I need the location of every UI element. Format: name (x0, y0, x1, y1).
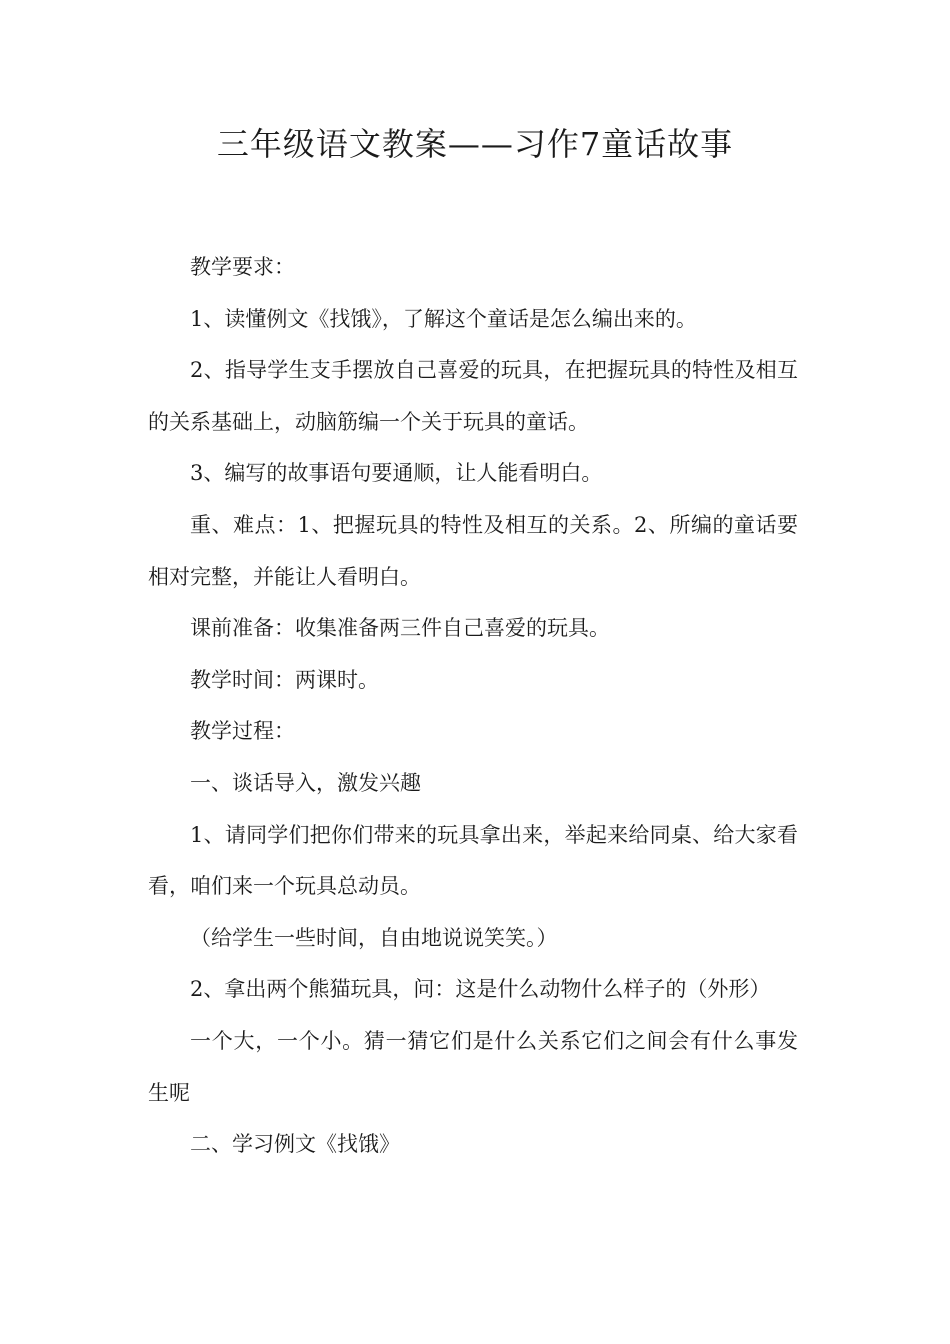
document-title: 三年级语文教案——习作7童话故事 (216, 125, 734, 163)
paragraph-section-1-heading: 一、谈话导入，激发兴趣 (190, 770, 421, 795)
paragraph-requirement-2: 2、指导学生支手摆放自己喜爱的玩具，在把握玩具的特性及相互的关系基础上，动脑筋编一个关于玩具的童话。 (148, 358, 798, 434)
document-body (148, 242, 798, 1171)
paragraph-requirement-3: 3、编写的故事语句要通顺，让人能看明白。 (190, 461, 603, 486)
paragraph-teaching-requirements-heading: 教学要求： (190, 255, 295, 279)
paragraph-section-2-heading: 二、学习例文《找饿》 (190, 1132, 400, 1157)
paragraph-teaching-time: 教学时间：两课时。 (190, 667, 379, 692)
paragraph-teaching-process-heading: 教学过程： (190, 719, 295, 744)
paragraph-step-2: 2、拿出两个熊猫玩具，问：这是什么动物什么样子的（外形） (190, 977, 771, 1002)
paragraph-step-1: 1、请同学们把你们带来的玩具拿出来，举起来给同桌、给大家看看，咱们来一个玩具总动员。 (148, 822, 798, 899)
paragraph-requirement-1: 1、读懂例文《找饿》，了解这个童话是怎么编出来的。 (190, 306, 697, 331)
paragraph-step-2-continued: 一个大，一个小。猜一猜它们是什么关系它们之间会有什么事发生呢 (148, 1028, 798, 1105)
paragraph-preparation: 课前准备：收集准备两三件自己喜爱的玩具。 (190, 616, 610, 641)
paragraph-key-difficult-points: 重、难点：1、把握玩具的特性及相互的关系。2、所编的童话要相对完整，并能让人看明白。 (148, 512, 798, 589)
paragraph-step-1-note: （给学生一些时间，自由地说说笑笑。） (190, 925, 558, 950)
